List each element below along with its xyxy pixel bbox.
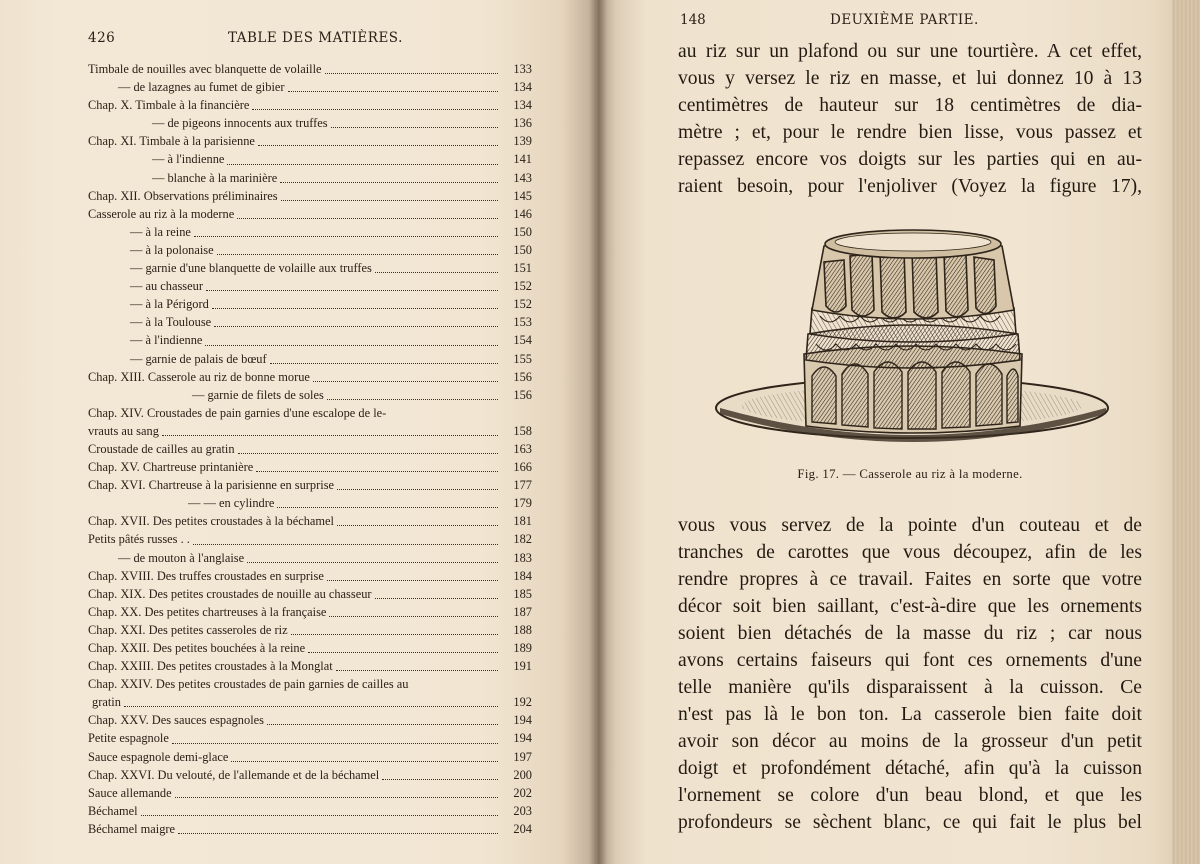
paragraph-bottom xyxy=(678,512,1142,836)
toc-entry-title: — à l'indienne xyxy=(130,333,203,348)
toc-leader-dots xyxy=(175,779,498,798)
toc-leader-dots xyxy=(227,145,498,164)
toc-entry-title: — garnie de filets de soles xyxy=(192,387,324,402)
toc-entry-title: — de mouton à l'anglaise xyxy=(118,550,245,565)
toc-leader-dots xyxy=(382,761,498,780)
page-edges xyxy=(1172,0,1200,864)
toc-entry-title: — de lazagnes au fumet de gibier xyxy=(118,80,285,95)
toc-page-number: 192 xyxy=(513,695,532,710)
toc-page-number: 139 xyxy=(513,134,532,149)
casserole-lid xyxy=(835,233,991,251)
text-line: rendre propres à ce travail. Faites en sorte que votre xyxy=(678,569,1142,590)
toc-entry-title: Chap. XXIV. Des petites croustades de pain garnies de cailles au xyxy=(88,677,409,692)
toc-leader-dots xyxy=(270,345,498,364)
toc-page-number: 183 xyxy=(513,550,532,565)
toc-page-number: 152 xyxy=(513,279,532,294)
toc-entry-title: Béchamel maigre xyxy=(88,821,176,836)
toc-leader-dots xyxy=(237,200,498,219)
toc-leader-dots xyxy=(375,254,498,273)
toc-leader-dots xyxy=(327,562,498,581)
toc-entry-title: Chap. XIV. Croustades de pain garnies d'une escalope de le- xyxy=(88,405,387,420)
toc-entry-title: Chap. XII. Observations préliminaires xyxy=(88,188,278,203)
toc-page-number: 204 xyxy=(513,821,532,836)
toc-leader-dots xyxy=(267,706,498,725)
toc-page-number: 191 xyxy=(513,659,532,674)
toc-entry-title: Croustade de cailles au gratin xyxy=(88,441,235,456)
toc-entry-title: Chap. XX. Des petites chartreuses à la française xyxy=(88,604,327,619)
toc-page-number: 181 xyxy=(513,514,532,529)
toc-leader-dots xyxy=(124,688,498,707)
book-gutter xyxy=(589,0,607,864)
toc-page-number: 194 xyxy=(513,713,532,728)
right-page-number: 148 xyxy=(680,12,706,28)
toc-entry-title: Chap. X. Timbale à la financière xyxy=(88,98,250,113)
toc-entry-title: Chap. XVIII. Des truffes croustades en surprise xyxy=(88,568,324,583)
toc-page-number: 203 xyxy=(513,803,532,818)
toc-leader-dots xyxy=(238,435,498,454)
toc-page-number: 182 xyxy=(513,532,532,547)
text-line: n'est pas là le bon ton. La casserole bien faite doit xyxy=(678,704,1142,725)
toc-page-number: 155 xyxy=(513,351,532,366)
toc-leader-dots xyxy=(172,724,498,743)
text-line: telle manière qu'ils disparaissent à la cuisson. Ce xyxy=(678,677,1142,698)
toc-entry xyxy=(88,386,532,404)
toc-page-number: 151 xyxy=(513,261,532,276)
toc-entry-title: Chap. XXI. Des petites casseroles de riz xyxy=(88,622,288,637)
toc-entry-title: Chap. XV. Chartreuse printanière xyxy=(88,460,254,475)
toc-leader-dots xyxy=(178,815,498,834)
toc-entry xyxy=(88,657,532,675)
toc-page-number: 156 xyxy=(513,387,532,402)
toc-entry-title: Béchamel xyxy=(88,803,138,818)
toc-leader-dots xyxy=(280,164,498,183)
toc-page-number: 202 xyxy=(513,785,532,800)
toc-page-number: 187 xyxy=(513,604,532,619)
toc-leader-dots xyxy=(205,326,498,345)
toc-leader-dots xyxy=(162,417,498,436)
toc-entry-title: Chap. XXV. Des sauces espagnoles xyxy=(88,713,264,728)
toc-page-number: 179 xyxy=(513,496,532,511)
toc-leader-dots xyxy=(258,127,498,146)
toc-entry-title: Sauce allemande xyxy=(88,785,172,800)
toc-leader-dots xyxy=(281,182,498,201)
left-page-number: 426 xyxy=(88,30,116,46)
text-line: mètre ; et, pour le rendre bien lisse, vous passez et xyxy=(678,122,1142,143)
text-line: au riz sur un plafond ou sur une tourtière. A cet effet, xyxy=(678,41,1142,62)
toc-page-number: 158 xyxy=(513,423,532,438)
toc-page-number: 194 xyxy=(513,731,532,746)
toc-entry-title: Timbale de nouilles avec blanquette de volaille xyxy=(88,62,322,76)
toc-leader-dots xyxy=(214,308,498,327)
toc-page-number: 141 xyxy=(513,152,532,167)
toc-leader-dots xyxy=(291,616,498,635)
toc-entry-title: vrauts au sang xyxy=(88,423,159,438)
toc-page-number: 133 xyxy=(513,62,532,76)
text-line: raient besoin, pour l'enjoliver (Voyez la figure 17), xyxy=(678,176,1142,197)
toc-page-number: 197 xyxy=(513,749,532,764)
text-line: vous y versez le riz en masse, et lui donnez 10 à 13 xyxy=(678,68,1142,89)
toc-page-number: 154 xyxy=(513,333,532,348)
text-line: doigt et profondément détaché, afin qu'à la cuisson xyxy=(678,758,1142,779)
toc-entry-title: — de pigeons innocents aux truffes xyxy=(152,116,328,131)
toc-page-number: 134 xyxy=(513,98,532,113)
toc-entry-title: Casserole au riz à la moderne xyxy=(88,206,235,221)
toc-entry-title: Petite espagnole xyxy=(88,731,169,746)
text-line: décor soit bien saillant, c'est-à-dire que les ornements xyxy=(678,596,1142,617)
toc-entry-title: — à la Périgord xyxy=(130,297,209,312)
toc-page-number: 156 xyxy=(513,369,532,384)
toc-leader-dots xyxy=(217,236,498,255)
toc-page-number: 163 xyxy=(513,441,532,456)
toc-leader-dots xyxy=(308,634,498,653)
toc-entry-title: — à la Toulouse xyxy=(130,315,212,330)
text-line: profondeurs se sèchent blanc, ce qui fait le plus bel xyxy=(678,812,1142,833)
toc-entry-title: Chap. XVII. Des petites croustades à la béchamel xyxy=(88,514,335,529)
toc-entry-title: Chap. XIII. Casserole au riz de bonne morue xyxy=(88,369,310,384)
toc-page-number: 150 xyxy=(513,242,532,257)
toc-leader-dots xyxy=(325,55,498,74)
toc-page-number: 145 xyxy=(513,188,532,203)
text-line: vous vous servez de la pointe d'un couteau et de xyxy=(678,515,1142,536)
toc-page-number: 185 xyxy=(513,586,532,601)
toc-page-number: 134 xyxy=(513,80,532,95)
toc-leader-dots xyxy=(313,363,498,382)
toc-leader-dots xyxy=(212,290,498,309)
toc-leader-dots xyxy=(193,525,498,544)
table-of-contents xyxy=(88,60,532,838)
toc-entry-title: — à la polonaise xyxy=(130,242,214,257)
text-line: avons certains faiseurs qui font ces ornements d'une xyxy=(678,650,1142,671)
toc-page-number: 136 xyxy=(513,116,532,131)
toc-entry-title: — garnie d'une blanquette de volaille aux truffes xyxy=(130,261,372,276)
toc-leader-dots xyxy=(337,471,498,490)
toc-leader-dots xyxy=(337,507,498,526)
toc-entry-title: — à l'indienne xyxy=(152,152,225,167)
toc-entry-title: gratin xyxy=(92,695,121,710)
toc-leader-dots xyxy=(375,580,498,599)
toc-leader-dots xyxy=(194,218,498,237)
toc-leader-dots xyxy=(336,652,498,671)
toc-entry-title: — au chasseur xyxy=(130,279,203,294)
toc-leader-dots xyxy=(329,598,498,617)
text-line: soient bien détachés de la masse du riz ; car nous xyxy=(678,623,1142,644)
toc-entry-title: Chap. XXIII. Des petites croustades à la Monglat xyxy=(88,659,333,674)
toc-leader-dots xyxy=(277,489,498,508)
toc-page-number: 200 xyxy=(513,767,532,782)
toc-entry-title: Chap. XIX. Des petites croustades de nouille au chasseur xyxy=(88,586,372,601)
toc-page-number: 153 xyxy=(513,315,532,330)
toc-page-number: 143 xyxy=(513,170,532,185)
toc-entry-title: — à la reine xyxy=(130,224,191,239)
toc-entry-title: — garnie de palais de bœuf xyxy=(130,351,267,366)
toc-page-number: 146 xyxy=(513,206,532,221)
toc-leader-dots xyxy=(231,743,498,762)
text-line: centimètres de hauteur sur 18 centimètres de dia- xyxy=(678,95,1142,116)
text-line: tranches de carottes que vous découpez, afin de les xyxy=(678,542,1142,563)
toc-page-number: 188 xyxy=(513,622,532,637)
toc-entry-title: — blanche à la marinière xyxy=(152,170,278,185)
toc-entry-title: Chap. XI. Timbale à la parisienne xyxy=(88,134,255,149)
paragraph-top xyxy=(678,38,1142,200)
toc-page-number: 150 xyxy=(513,224,532,239)
toc-leader-dots xyxy=(288,73,498,92)
toc-leader-dots xyxy=(252,91,498,110)
toc-entry xyxy=(88,820,532,838)
casserole-illustration xyxy=(712,226,1114,458)
toc-leader-dots xyxy=(256,453,498,472)
right-running-title: DEUXIÈME PARTIE. xyxy=(830,12,979,28)
text-line: avoir son décor au moins de la grosseur d'un petit xyxy=(678,731,1142,752)
text-line: repassez encore vos doigts sur les parties qui en au- xyxy=(678,149,1142,170)
toc-leader-dots xyxy=(141,797,498,816)
toc-leader-dots xyxy=(327,381,498,400)
toc-page-number: 184 xyxy=(513,568,532,583)
toc-leader-dots xyxy=(331,109,498,128)
base-arches xyxy=(812,362,1018,429)
toc-page-number: 166 xyxy=(513,460,532,475)
figure-caption: Fig. 17. — Casserole au riz à la moderne. xyxy=(797,467,1023,481)
left-running-title: TABLE DES MATIÈRES. xyxy=(228,30,403,46)
toc-page-number: 177 xyxy=(513,478,532,493)
toc-entry-title: Sauce espagnole demi-glace xyxy=(88,749,229,764)
text-line: l'ornement se colore d'un beau blond, et que les xyxy=(678,785,1142,806)
toc-entry-title: Petits pâtés russes . . xyxy=(88,532,190,547)
toc-entry-title: Chap. XXVI. Du velouté, de l'allemande et de la béchamel xyxy=(88,767,380,782)
toc-entry-title: Chap. XXII. Des petites bouchées à la reine xyxy=(88,641,306,655)
toc-page-number: 152 xyxy=(513,297,532,312)
toc-entry-title: — — en cylindre xyxy=(188,496,275,511)
toc-leader-dots xyxy=(247,544,498,563)
toc-leader-dots xyxy=(206,272,498,291)
toc-page-number: 189 xyxy=(513,641,532,655)
toc-entry-title: Chap. XVI. Chartreuse à la parisienne en surprise xyxy=(88,478,335,493)
